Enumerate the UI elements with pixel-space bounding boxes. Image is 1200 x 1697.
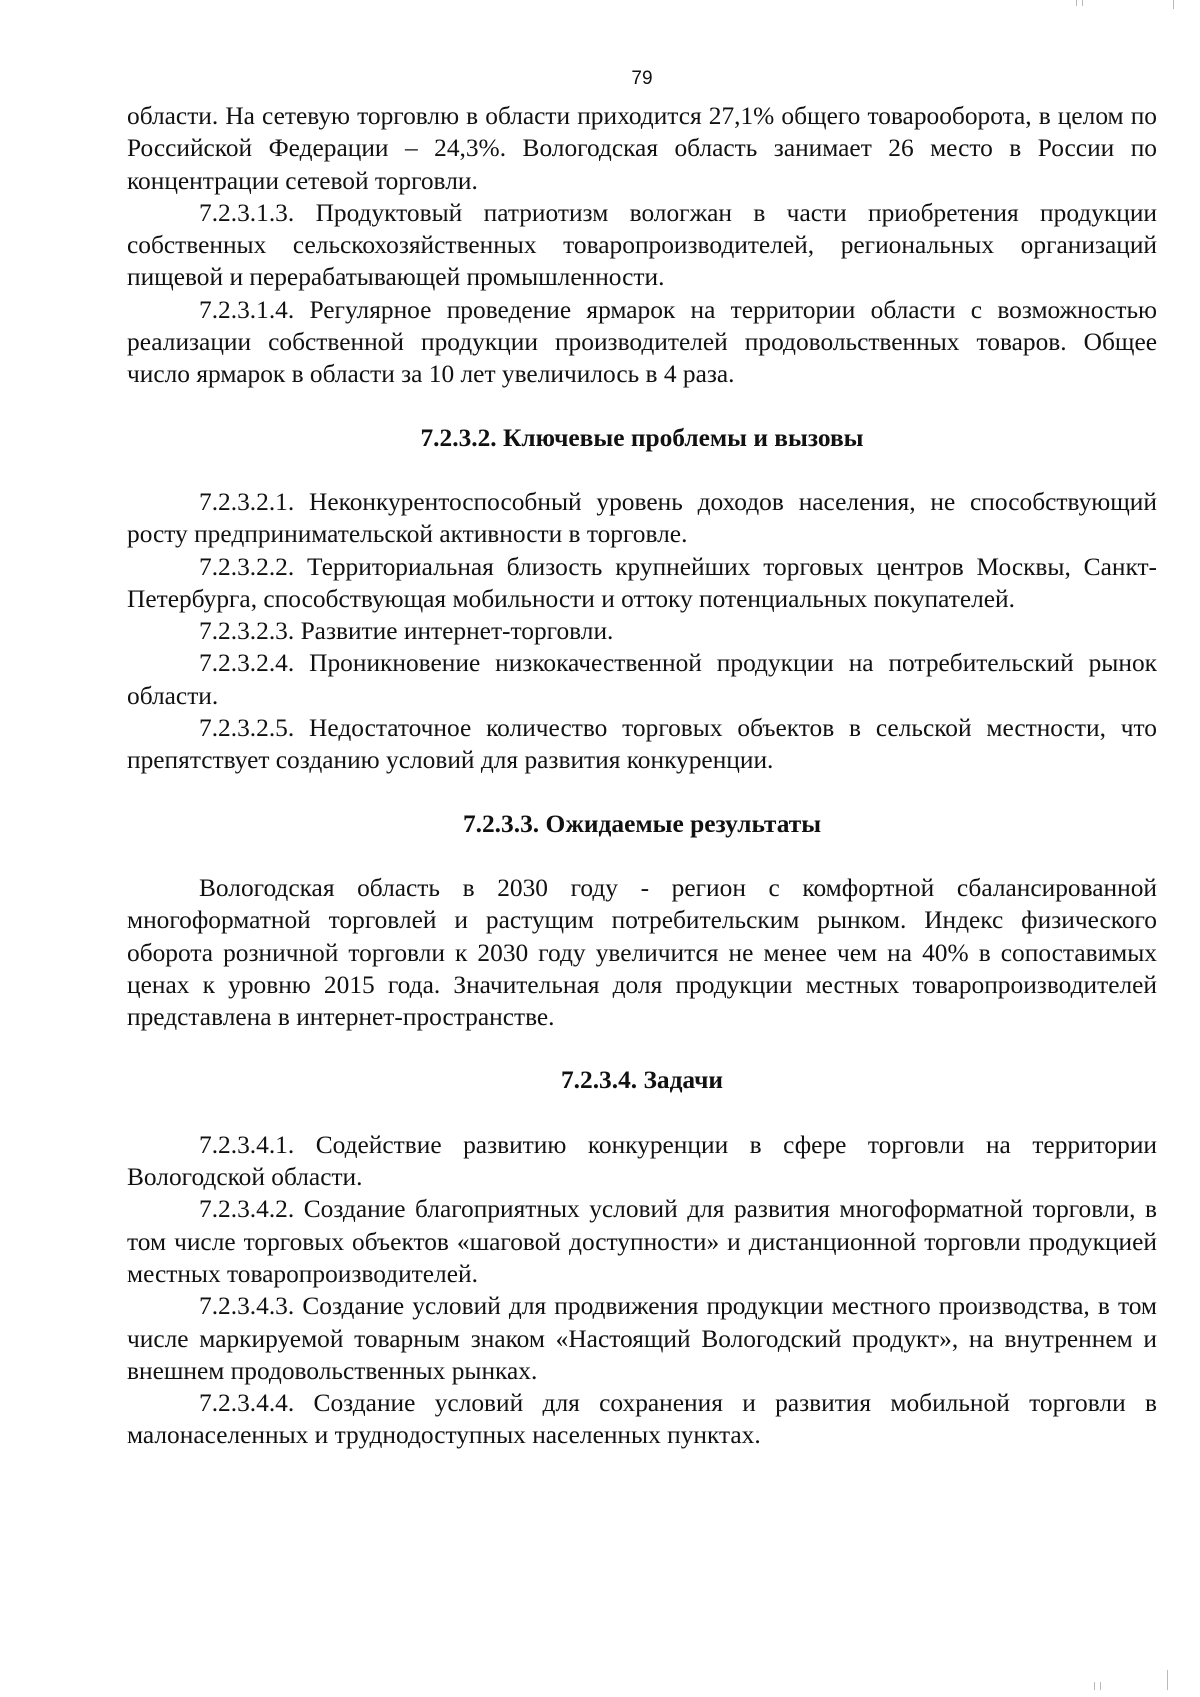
section-heading: 7.2.3.3. Ожидаемые результаты <box>462 809 822 838</box>
scan-artifact <box>1167 1670 1168 1690</box>
paragraph: 7.2.3.2.5. Недостаточное количество торговых объектов в сельской местности, что препятствует созданию условий для развития конкуренции. <box>127 714 1157 775</box>
section-heading: 7.2.3.2. Ключевые проблемы и вызовы <box>420 423 864 452</box>
paragraph: 7.2.3.4.3. Создание условий для продвижения продукции местного производства, в том числе маркируемой товарным знаком «Настоящий Вологодский продукт», на внутреннем и внешнем продовольственных рынках. <box>127 1292 1157 1385</box>
scan-artifact <box>1076 0 1077 6</box>
scan-artifact <box>1173 0 1174 9</box>
paragraph: 7.2.3.4.4. Создание условий для сохранения и развития мобильной торговли в малонаселенных и труднодоступных населенных пунктах. <box>127 1389 1157 1450</box>
paragraph: 7.2.3.2.4. Проникновение низкокачественной продукции на потребительский рынок области. <box>127 649 1157 710</box>
document-page <box>127 62 1157 1452</box>
paragraph: 7.2.3.4.1. Содействие развитию конкуренции в сфере торговли на территории Вологодской области. <box>127 1130 1157 1192</box>
paragraph: Вологодская область в 2030 году - регион с комфортной сбалансированной многоформатной торговлей и растущим потребительским рынком. Индекс физического оборота розничной торговли к 2030 году увеличится не менее чем на 40% в сопоставимых ценах к уровню 2015 года. Значительная доля продукции местных товаропроизводителей представлена в интернет-пространстве. <box>127 873 1157 1032</box>
paragraph: 7.2.3.1.3. Продуктовый патриотизм вологжан в части приобретения продукции собственных сельскохозяйственных товаропроизводителей, региональных организаций пищевой и перерабатывающей промышленности. <box>127 198 1157 292</box>
paragraph: области. На сетевую торговлю в области приходится 27,1% общего товарооборота, в целом по Российской Федерации – 24,3%. Вологодская область занимает 26 место в России по концентрации сетевой торговли. <box>127 102 1157 195</box>
scan-artifact <box>1094 1682 1095 1690</box>
paragraph: 7.2.3.2.3. Развитие интернет-торговли. <box>199 617 614 646</box>
scan-artifact <box>1100 1682 1101 1690</box>
scan-artifact <box>1082 0 1083 6</box>
paragraph: 7.2.3.4.2. Создание благоприятных условий для развития многоформатной торговли, в том числе торговых объектов «шаговой доступности» и дистанционной торговли продукцией местных товаропроизводителей. <box>127 1195 1157 1288</box>
section-heading: 7.2.3.4. Задачи <box>560 1066 724 1095</box>
document-body <box>127 100 1157 1452</box>
paragraph: 7.2.3.2.1. Неконкурентоспособный уровень доходов населения, не способствующий росту предпринимательской активности в торговле. <box>127 487 1157 549</box>
paragraph: 7.2.3.2.2. Территориальная близость крупнейших торговых центров Москвы, Санкт-Петербурга, способствующая мобильности и оттоку потенциальных покупателей. <box>127 552 1157 613</box>
paragraph: 7.2.3.1.4. Регулярное проведение ярмарок на территории области с возможностью реализации собственной продукции производителей продовольственных товаров. Общее число ярмарок в области за 10 лет увеличилось в 4 раза. <box>127 295 1157 389</box>
page-number: 79 <box>631 68 653 89</box>
